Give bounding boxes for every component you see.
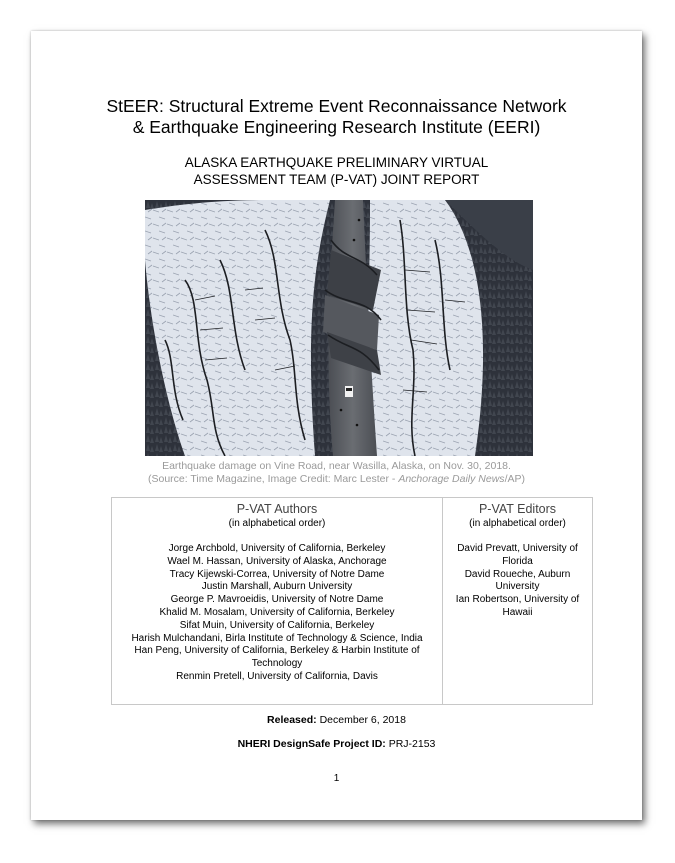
release-date	[31, 714, 642, 726]
editors-column	[443, 498, 593, 705]
author-name: Han Peng, University of California, Berkeley & Harbin Institute of Technology	[134, 645, 420, 670]
project-id	[31, 738, 642, 750]
title-line-2: & Earthquake Engineering Research Institute (EERI)	[132, 117, 541, 137]
earthquake-damage-photo	[145, 200, 533, 456]
author-name: Renmin Pretell, University of California, Davis	[176, 670, 378, 682]
author-name: Wael M. Hassan, University of Alaska, Anchorage	[167, 555, 387, 567]
author-name: George P. Mavroeidis, University of Notre Dame	[170, 594, 384, 606]
editors-subheading: (in alphabetical order)	[469, 518, 566, 529]
project-id-label: NHERI DesignSafe Project ID:	[237, 738, 386, 750]
photo-caption	[31, 460, 642, 486]
report-page	[31, 31, 642, 820]
author-name: Harish Mulchandani, Birla Institute of Technology & Science, India	[131, 632, 423, 644]
editor-name: David Prevatt, University of Florida	[457, 543, 578, 567]
author-name: Jorge Archbold, University of California, Berkeley	[168, 543, 386, 554]
caption-line-1: Earthquake damage on Vine Road, near Wasilla, Alaska, on Nov. 30, 2018.	[162, 460, 511, 472]
report-title	[31, 96, 642, 138]
caption-source-suffix: /AP)	[504, 473, 525, 485]
subtitle-line-2: ASSESSMENT TEAM (P-VAT) JOINT REPORT	[193, 172, 480, 187]
report-subtitle	[31, 154, 642, 188]
subtitle-line-1: ALASKA EARTHQUAKE PRELIMINARY VIRTUAL	[184, 155, 489, 170]
authors-heading: P-VAT Authors	[236, 502, 318, 516]
release-value: December 6, 2018	[319, 714, 406, 726]
editor-name: David Roueche, Auburn University	[464, 568, 571, 593]
author-name: Tracy Kijewski-Correa, University of Notre Dame	[169, 568, 385, 580]
contributors-table	[111, 497, 593, 705]
title-line-1: StEER: Structural Extreme Event Reconnaissance Network	[106, 96, 567, 116]
page-number: 1	[333, 773, 340, 784]
caption-source-prefix: (Source: Time Magazine, Image Credit: Marc Lester -	[148, 473, 399, 485]
author-name: Khalid M. Mosalam, University of California, Berkeley	[159, 606, 395, 618]
project-id-value: PRJ-2153	[388, 738, 436, 750]
editors-heading: P-VAT Editors	[478, 502, 557, 516]
authors-subheading: (in alphabetical order)	[228, 518, 326, 529]
editor-name: Ian Robertson, University of Hawaii	[455, 594, 580, 618]
author-name: Sifat Muin, University of California, Berkeley	[179, 619, 375, 631]
caption-source-publication: Anchorage Daily News	[398, 473, 505, 485]
authors-column	[112, 498, 443, 705]
author-name: Justin Marshall, Auburn University	[201, 581, 353, 593]
release-label: Released:	[267, 714, 317, 726]
